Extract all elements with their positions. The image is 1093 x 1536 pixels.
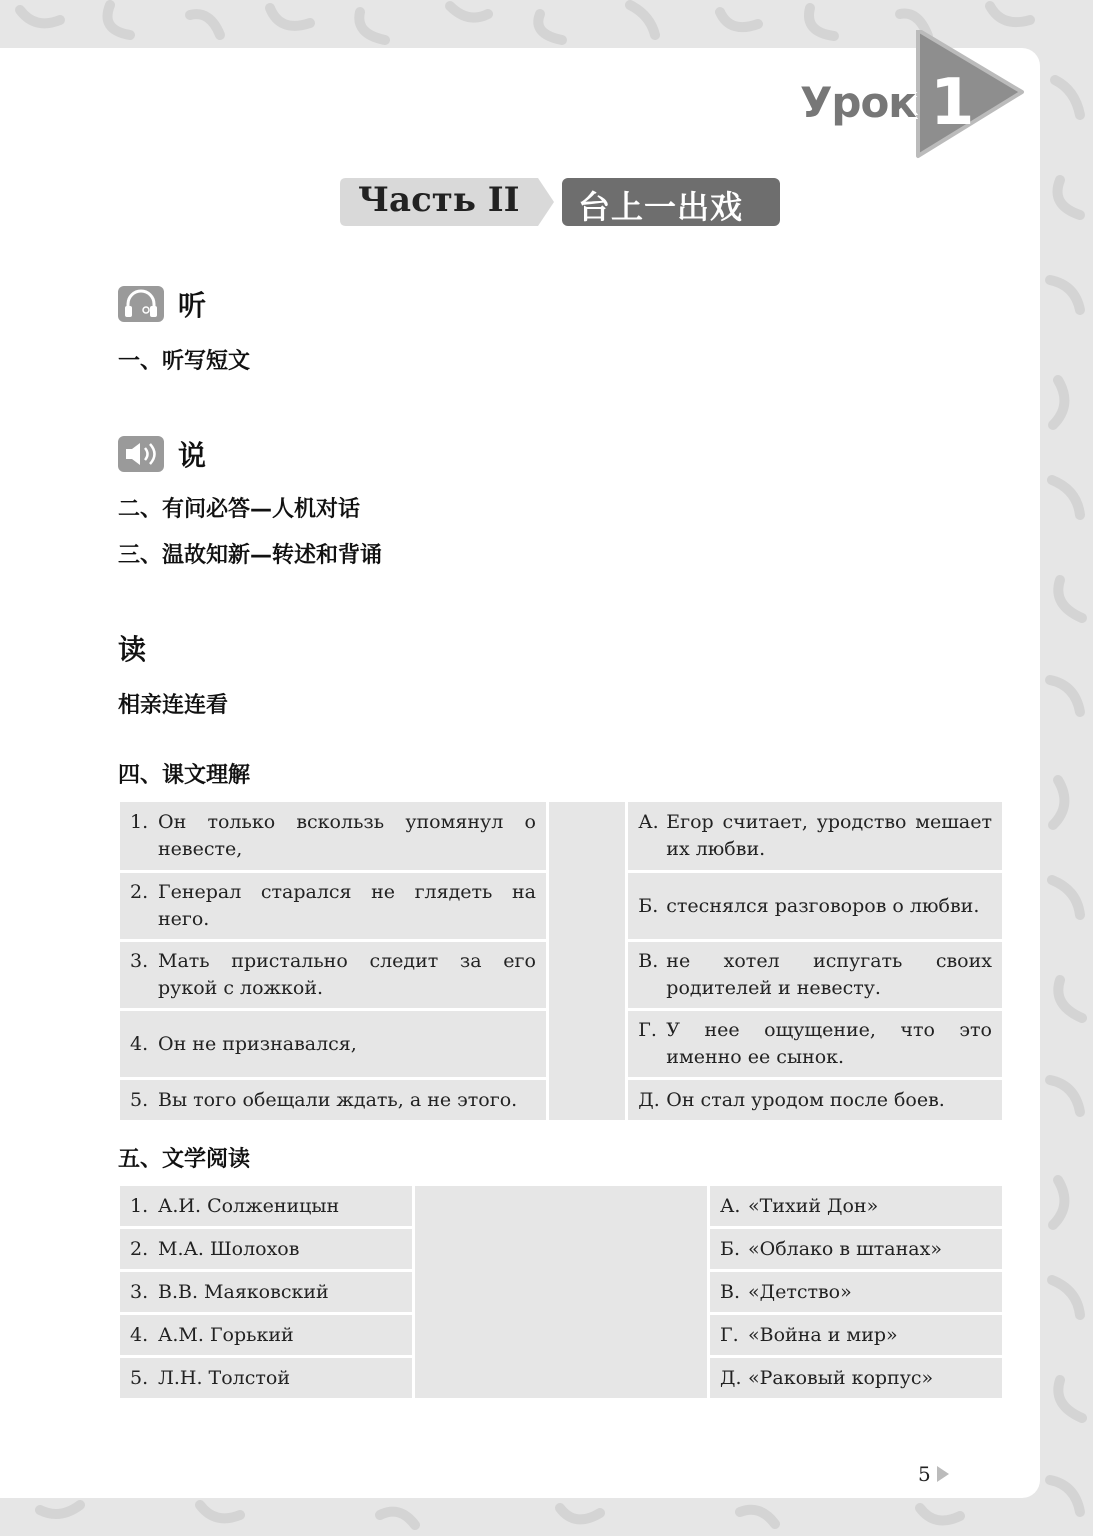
comprehension-left-5: 5. Вы того обещали ждать, а не этого. [120,1080,546,1120]
table-row [120,802,1002,870]
section-read [118,628,146,668]
literature-left-5: 5. Л.Н. Толстой [120,1358,412,1398]
table-row [120,1186,1002,1226]
section-speak-title: 说 [178,439,207,472]
comprehension-left-4: 4. Он не признавался, [120,1011,546,1077]
comprehension-right-v: В. не хотел испугать своих родителей и невесту. [628,942,1002,1008]
literature-left-1: 1. А.И. Солженицын [120,1186,412,1226]
literature-match-area [415,1186,707,1398]
comprehension-right-g: Г. У нее ощущение, что это именно ее сынок. [628,1011,1002,1077]
literature-left-2: 2. М.А. Шолохов [120,1229,412,1269]
comprehension-right-d: Д. Он стал уродом после боев. [628,1080,1002,1120]
speak-item-2: 二、有问必答—人机对话 [118,497,361,522]
page-number: 5 [918,1462,931,1486]
literature-left-3: 3. В.В. Маяковский [120,1272,412,1312]
speaker-icon [118,436,164,472]
literature-right-v: В. «Детство» [710,1272,1002,1312]
comprehension-match-area [549,802,625,1120]
literature-right-a: А. «Тихий Дон» [710,1186,1002,1226]
read-subtitle: 相亲连连看 [118,693,229,718]
literature-right-b: Б. «Облако в штанах» [710,1229,1002,1269]
literature-right-d: Д. «Раковый корпус» [710,1358,1002,1398]
headphones-icon [118,286,164,322]
lesson-label: Урок [800,78,916,127]
section-listen [118,284,206,324]
section-read-title: 读 [118,633,147,666]
comprehension-right-b: Б. стеснялся разговоров о любви. [628,873,1002,939]
literature-title: 五、文学阅读 [118,1147,251,1172]
part-title-ru: Часть II [358,180,520,220]
comprehension-title: 四、课文理解 [118,763,251,788]
section-listen-title: 听 [178,289,207,322]
page-arrow-icon [937,1466,949,1482]
section-speak [118,434,206,474]
literature-table [117,1183,1005,1401]
literature-left-4: 4. А.М. Горький [120,1315,412,1355]
listen-item-1: 一、听写短文 [118,349,251,374]
comprehension-left-3: 3. Мать пристально следит за его рукой с ложкой. [120,942,546,1008]
comprehension-table [117,799,1005,1123]
comprehension-left-1: 1. Он только вскользь упомянул о невесте, [120,802,546,870]
part-title-zh: 台上一出戏 [578,188,744,226]
lesson-number: 1 [930,66,975,140]
speak-item-3: 三、温故知新—转述和背诵 [118,543,383,568]
literature-right-g: Г. «Война и мир» [710,1315,1002,1355]
comprehension-right-a: А. Егор считает, уродство мешает их любви. [628,802,1002,870]
comprehension-left-2: 2. Генерал старался не глядеть на него. [120,873,546,939]
